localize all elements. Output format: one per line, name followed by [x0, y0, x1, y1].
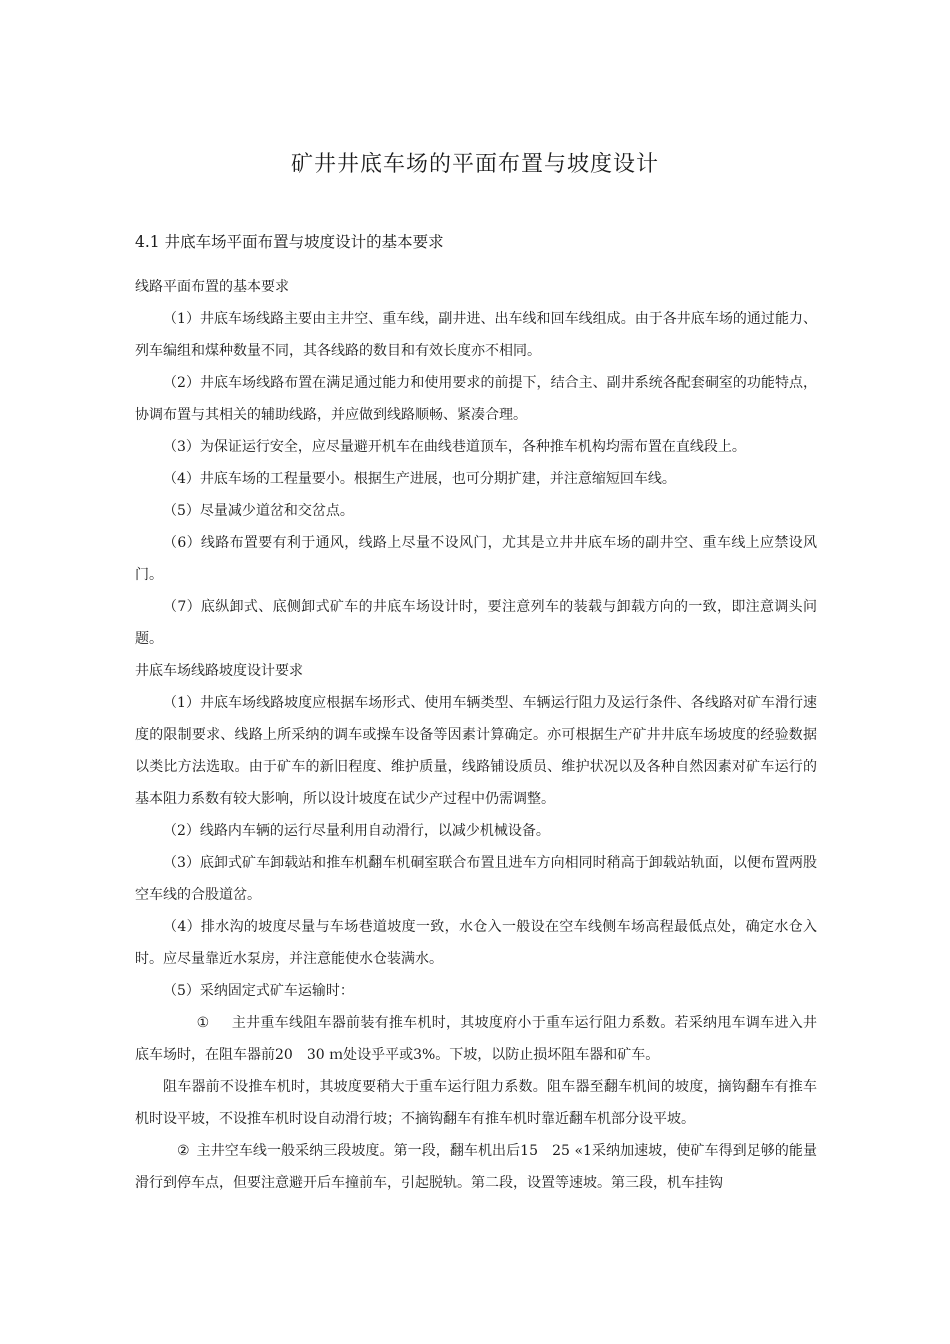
- circled-item-2-text: 主井空车线一般采纳三段坡度。第一段，翻车机出后15 25 «1采纳加速坡，使矿车得到足够的能量滑行到停车点，但要注意避开后车撞前车，引起脱轨。第二段，设置等速坡。第三段，机车挂钩: [135, 1143, 817, 1191]
- circled-item-1: [135, 1007, 817, 1071]
- subsection-heading-gradient: 井底车场线路坡度设计要求: [135, 663, 303, 679]
- document-body: [135, 228, 817, 1199]
- list-item: （1）井底车场线路主要由主井空、重车线，副井进、出车线和回车线组成。由于各井底车场的通过能力、列车编组和煤种数量不同，其各线路的数目和有效长度亦不相同。: [135, 311, 817, 359]
- list-item: （5）采纳固定式矿车运输时：: [163, 983, 354, 999]
- document-title: 矿井井底车场的平面布置与坡度设计: [290, 152, 659, 177]
- list-item: （5）尽量减少道岔和交岔点。: [163, 503, 354, 519]
- circled-item-2: [135, 1135, 817, 1199]
- list-item: （6）线路布置要有利于通风，线路上尽量不设风门，尤其是立井井底车场的副井空、重车线上应禁设风门。: [135, 535, 817, 583]
- circled-number-2: ②: [177, 1143, 190, 1159]
- list-item: （4）井底车场的工程量要小。根据生产进展，也可分期扩建，并注意缩短回车线。: [163, 471, 676, 487]
- list-item: （7）底纵卸式、底侧卸式矿车的井底车场设计时，要注意列车的装载与卸载方向的一致，即注意调头问题。: [135, 599, 817, 647]
- paragraph: 阻车器前不设推车机时，其坡度要稍大于重车运行阻力系数。阻车器至翻车机间的坡度，摘钩翻车有推车机时设平坡，不设推车机时设自动滑行坡；不摘钩翻车有推车机时靠近翻车机部分设平坡。: [135, 1079, 817, 1127]
- list-item: （3）为保证运行安全，应尽量避开机车在曲线巷道顶车，各种推车机构均需布置在直线段上。: [163, 439, 746, 455]
- list-item: （2）线路内车辆的运行尽量利用自动滑行，以减少机械设备。: [163, 823, 550, 839]
- subsection-heading-layout: 线路平面布置的基本要求: [135, 279, 289, 295]
- circled-item-1-text: 主井重车线阻车器前装有推车机时，其坡度府小于重车运行阻力系数。若采纳甩车调车进入井底车场时，在阻车器前20 30 ｍ处设乎平或3%。下坡，以防止损坏阻车器和矿车。: [135, 1015, 817, 1063]
- circled-number-1: ①: [196, 1015, 210, 1031]
- list-item: （3）底卸式矿车卸载站和推车机翻车机硐室联合布置且进车方向相同时稍高于卸载站轨面，以便布置两股空车线的合股道岔。: [135, 855, 817, 903]
- list-item: （4）排水沟的坡度尽量与车场巷道坡度一致，水仓入一般设在空车线侧车场高程最低点处，确定水仓入时。应尽量靠近水泵房，并注意能使水仓装满水。: [135, 919, 817, 967]
- section-heading: 4.1 井底车场平面布置与坡度设计的基本要求: [135, 233, 444, 251]
- list-item: （1）井底车场线路坡度应根据车场形式、使用车辆类型、车辆运行阻力及运行条件、各线路对矿车滑行速度的限制要求、线路上所采纳的调车或操车设备等因素计算确定。亦可根据生产矿井井底车场坡度的经验数据以类比方法选取。由于矿车的新旧程度、维护质量，线路铺设质员、维护状况以及各种自然因素对矿车运行的基本阻力系数有较大影响，所以设计坡度在试少产过程中仍需调整。: [135, 695, 817, 807]
- list-item: （2）井底车场线路布置在满足通过能力和使用要求的前提下，结合主、副井系统各配套硐室的功能特点，协调布置与其相关的辅助线路，并应做到线路顺畅、紧凑合理。: [135, 375, 817, 423]
